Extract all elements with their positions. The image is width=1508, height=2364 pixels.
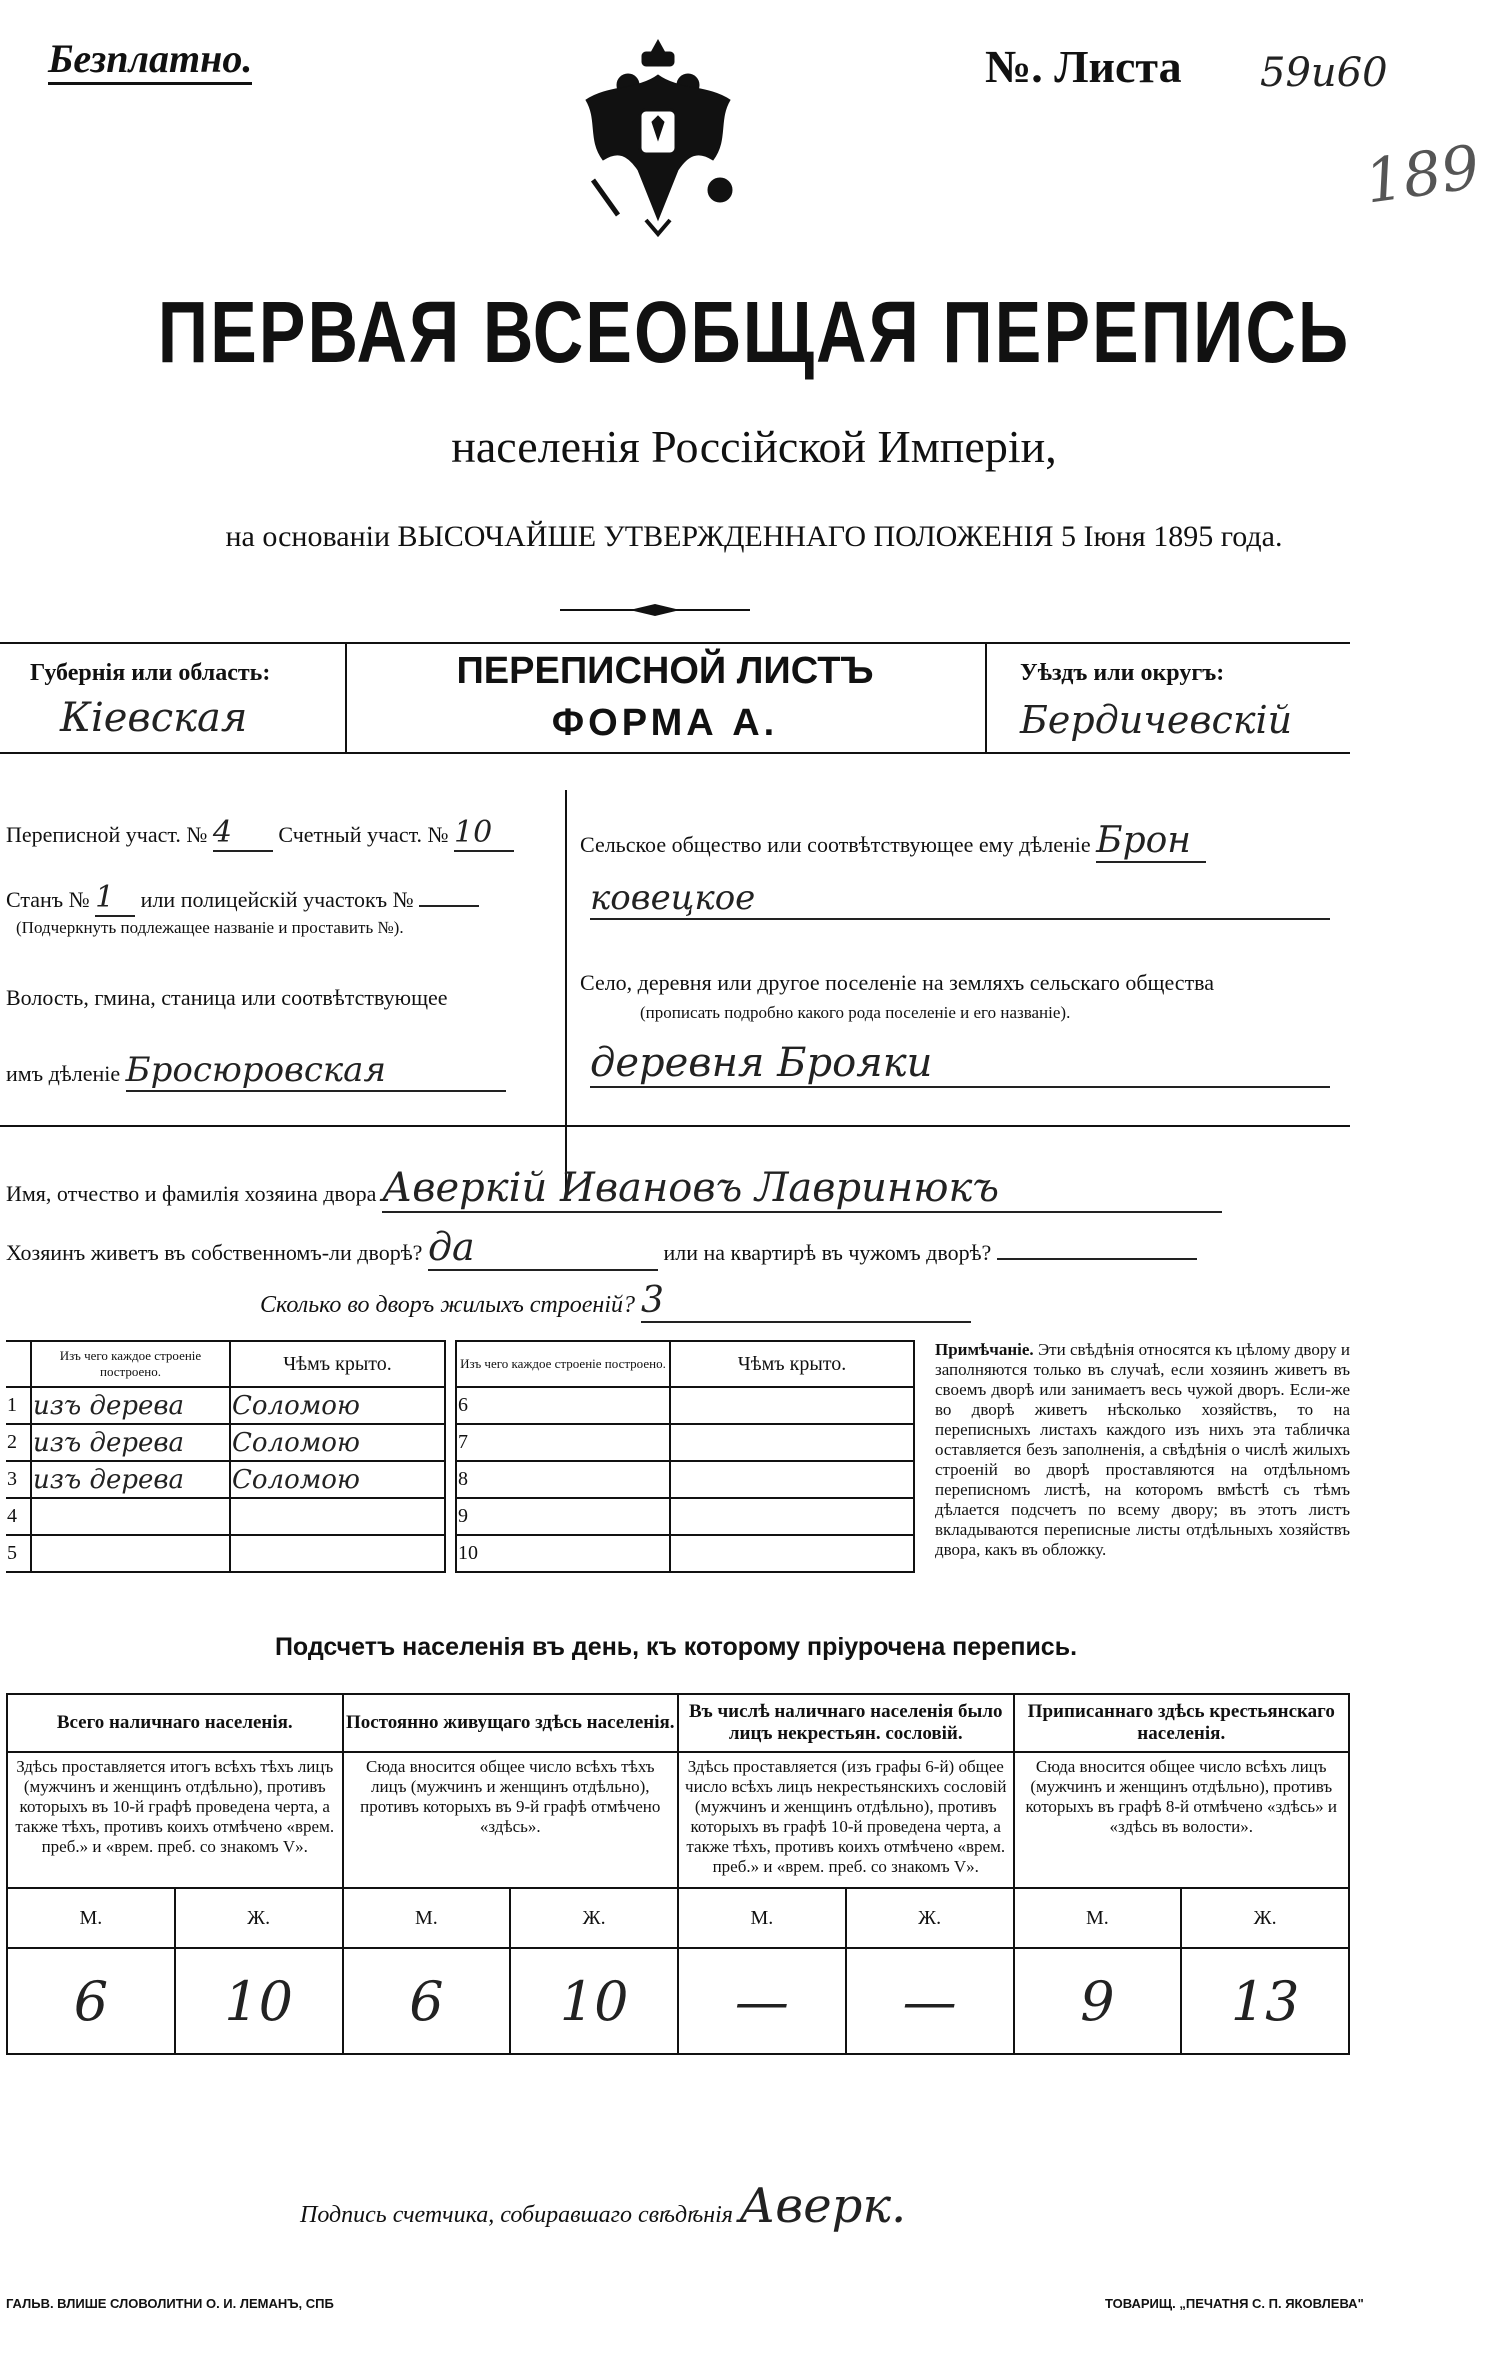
col-roof-header-right: Чѣмъ крыто. [670,1341,914,1387]
roof-cell[interactable] [670,1535,914,1572]
owner-name-label: Имя, отчество и фамилія хозяина двора [6,1181,377,1206]
volost-label-1: Волость, гмина, станица или соотвѣтствующее [6,985,448,1010]
double-headed-eagle-icon [568,30,748,240]
own-yard-value[interactable]: да [428,1225,658,1271]
row-number[interactable]: 8 [456,1461,670,1498]
count-area-label: Счетный участ. № [278,822,449,847]
form-subtitle: ФОРМА А. [551,702,779,744]
male-label: М. [7,1888,175,1948]
province-value[interactable]: Кіевская [60,695,248,741]
form-header-top-rule [0,642,1350,644]
table-row [456,1535,914,1572]
free-label: Безплатно. [48,36,252,85]
registered-male-value[interactable]: 9 [1014,1948,1182,2054]
resident-female-value[interactable]: 10 [510,1948,678,2054]
table-row [456,1461,914,1498]
society-value-1[interactable]: Брон [1096,820,1206,863]
table-row [6,1461,445,1498]
row-number[interactable]: 7 [456,1424,670,1461]
total-female-value[interactable]: 10 [175,1948,343,2054]
own-yard-row [6,1225,1197,1271]
roof-cell[interactable]: Соломою [230,1387,445,1424]
buildings-label: Сколько во дворъ жилыхъ строеній? [260,1292,635,1318]
district-label: Уѣздъ или округъ: [1020,660,1225,686]
col4-desc: Сюда вносится общее число всѣхъ лицъ (мужчинъ и женщинъ отдѣльно), противъ которыхъ въ графѣ 8-й отмѣчено «здѣсь» и «здѣсь въ волости». [1014,1752,1350,1888]
male-label: М. [678,1888,846,1948]
material-cell[interactable]: изъ дерева [31,1424,230,1461]
village-label: Село, деревня или другое поселеніе на земляхъ сельскаго общества [580,970,1215,995]
female-label: Ж. [510,1888,678,1948]
material-cell[interactable] [31,1498,230,1535]
count-table [6,1693,1350,2055]
note-heading: Примѣчаніе. [935,1340,1034,1359]
form-header-bottom-rule [0,752,1350,754]
roof-cell[interactable]: Соломою [230,1461,445,1498]
non-peasant-male-value[interactable]: — [678,1948,846,2054]
page-subtitle: населенія Россійской Имперіи, [451,421,1057,472]
form-title: ПЕРЕПИСНОЙ ЛИСТЪ [456,650,874,692]
fields-column-divider [565,790,567,1200]
village-note: (прописать подробно какого рода поселеніе и его названіе). [640,1003,1071,1022]
col4-header: Приписаннаго здѣсь крестьянскаго населенія. [1014,1694,1350,1752]
census-area-label: Переписной участ. № [6,822,208,847]
table-row [6,1498,445,1535]
table-row [456,1387,914,1424]
stan-value[interactable]: 1 [95,880,135,917]
col-roof-header: Чѣмъ крыто. [230,1341,445,1387]
material-cell[interactable]: изъ дерева [31,1387,230,1424]
table-row [456,1498,914,1535]
village-value[interactable]: деревня Брояки [590,1040,1330,1088]
col2-desc: Сюда вносится общее число всѣхъ тѣхъ лицъ (мужчинъ и женщинъ отдѣльно), противъ которыхъ въ 9-й графѣ отмѣчено «здѣсь». [343,1752,679,1888]
society-label: Сельское общество или соотвѣтствующее ему дѣленіе [580,832,1091,857]
row-number: 3 [6,1461,31,1498]
row-number: 2 [6,1424,31,1461]
signature-value[interactable]: Аверк. [738,2178,907,2234]
note-block [935,1340,1350,1560]
census-area-row [6,815,514,852]
row-number[interactable]: 6 [456,1387,670,1424]
roof-cell[interactable] [230,1498,445,1535]
row-number: 5 [6,1535,31,1572]
material-cell[interactable]: изъ дерева [31,1461,230,1498]
note-text: Эти свѣдѣнія относятся къ цѣлому двору и заполняются только въ случаѣ, если хозяинъ живетъ въ своемъ дворѣ или занимаетъ весь чужой дворъ. Если-же во дворѣ живетъ нѣсколько хозяйствъ, то на переписныхъ листахъ каждого изъ нихъ эта табличка оставляется безъ заполненія, а свѣдѣнія о числѣ жилыхъ строеній во дворѣ проставляются на отдѣльномъ переписномъ листѣ, на которомъ вмѣстѣ съ тѣмъ дѣлается подсчетъ по всему двору; въ этотъ листъ вкладываются переписные листы отдѣльныхъ хозяйствъ двора, какъ въ обложку. [935,1340,1350,1559]
non-peasant-female-value[interactable]: — [846,1948,1014,2054]
owner-name-row [6,1165,1222,1213]
page-title: ПЕРВАЯ ВСЕОБЩАЯ ПЕРЕПИСЬ [157,283,1351,381]
count-section-title: Подсчетъ населенія въ день, къ которому пріурочена перепись. [274,1633,1078,1661]
female-label: Ж. [1181,1888,1349,1948]
signature-row [300,2178,1039,2234]
roof-cell[interactable] [670,1461,914,1498]
roof-cell[interactable] [670,1498,914,1535]
table-row [6,1535,445,1572]
roof-cell[interactable] [670,1387,914,1424]
material-cell[interactable] [31,1535,230,1572]
buildings-row [260,1280,971,1323]
col-material-header: Изъ чего каждое строеніе построено. [31,1341,230,1387]
female-label: Ж. [846,1888,1014,1948]
col3-desc: Здѣсь проставляется (изъ графы 6-й) общее число всѣхъ лицъ некрестьянскихъ сословій (мужчинъ и женщинъ отдѣльно), противъ которыхъ въ графѣ 10-й проведена черта, а также тѣхъ, противъ коихъ отмѣчено «врем. преб.» и «врем. преб. со знакомъ V». [678,1752,1014,1888]
stan-row [6,880,479,917]
count-area-value[interactable]: 10 [454,815,514,852]
male-label: М. [1014,1888,1182,1948]
row-number[interactable]: 9 [456,1498,670,1535]
buildings-table-right [455,1340,915,1573]
owner-name-value[interactable]: Аверкій Ивановъ Лавринюкъ [382,1165,1222,1213]
police-area-value[interactable] [419,905,479,907]
roof-cell[interactable] [230,1535,445,1572]
col-material-header-right: Изъ чего каждое строеніе построено. [456,1341,670,1387]
row-number: 4 [6,1498,31,1535]
legal-basis: на основаніи ВЫСОЧАЙШЕ УТВЕРЖДЕННАГО ПОЛОЖЕНІЯ 5 Іюня 1895 года. [225,520,1283,553]
census-area-value[interactable]: 4 [213,815,273,852]
other-yard-value[interactable] [997,1258,1197,1260]
volost-value[interactable]: Бросюровская [126,1050,506,1092]
sheet-number-label: №. Листа [985,41,1182,92]
margin-number: 189 [1360,132,1484,218]
row-number[interactable]: 10 [456,1535,670,1572]
stan-label: Станъ № [6,887,90,912]
society-value-2[interactable]: ковецкое [590,878,1330,920]
buildings-table-left [6,1340,446,1573]
female-label: Ж. [175,1888,343,1948]
printer-right: ТОВАРИЩ. „ПЕЧАТНЯ С. П. ЯКОВЛЕВА" [1105,2296,1364,2311]
volost-label-2: имъ дѣленіе [6,1061,121,1086]
stan-note: (Подчеркнуть подлежащее названіе и проставить №). [16,918,404,937]
ornament-divider [560,602,750,618]
col1-desc: Здѣсь проставляется итогъ всѣхъ тѣхъ лицъ (мужчинъ и женщинъ отдѣльно), противъ которыхъ въ 10-й графѣ проведена черта, а также тѣхъ, противъ коихъ отмѣчено «врем. преб.» и «врем. преб. со знакомъ V». [7,1752,343,1888]
province-label: Губернія или область: [30,660,271,686]
fields-bottom-rule [0,1125,1350,1127]
sheet-number-value[interactable]: 59и60 [1260,50,1388,96]
stan-suffix: или полицейскій участокъ № [140,887,414,912]
roof-cell[interactable] [670,1424,914,1461]
society-row [580,820,1206,863]
col3-header: Въ числѣ наличнаго населенія было лицъ некрестьян. сословій. [678,1694,1014,1752]
table-row [6,1387,445,1424]
row-number: 1 [6,1387,31,1424]
registered-female-value[interactable]: 13 [1181,1948,1349,2054]
table-row [456,1424,914,1461]
col2-header: Постоянно живущаго здѣсь населенія. [343,1694,679,1752]
form-header-divider-right [985,642,987,752]
own-yard-label: Хозяинъ живетъ въ собственномъ-ли дворѣ? [6,1240,423,1265]
buildings-value[interactable]: 3 [641,1280,971,1323]
roof-cell[interactable]: Соломою [230,1424,445,1461]
col1-header: Всего наличнаго населенія. [7,1694,343,1752]
district-value[interactable]: Бердичевскій [1020,698,1293,742]
other-yard-label: или на квартирѣ въ чужомъ дворѣ? [663,1240,992,1265]
signature-label: Подпись счетчика, собиравшаго свѣдѣнія [300,2202,733,2228]
resident-male-value[interactable]: 6 [343,1948,511,2054]
printer-left: ГАЛЬВ. ВЛИШЕ СЛОВОЛИТНИ О. И. ЛЕМАНЪ, СПБ [6,2296,334,2311]
table-row [6,1424,445,1461]
volost-row [6,1050,506,1092]
male-label: М. [343,1888,511,1948]
total-male-value[interactable]: 6 [7,1948,175,2054]
